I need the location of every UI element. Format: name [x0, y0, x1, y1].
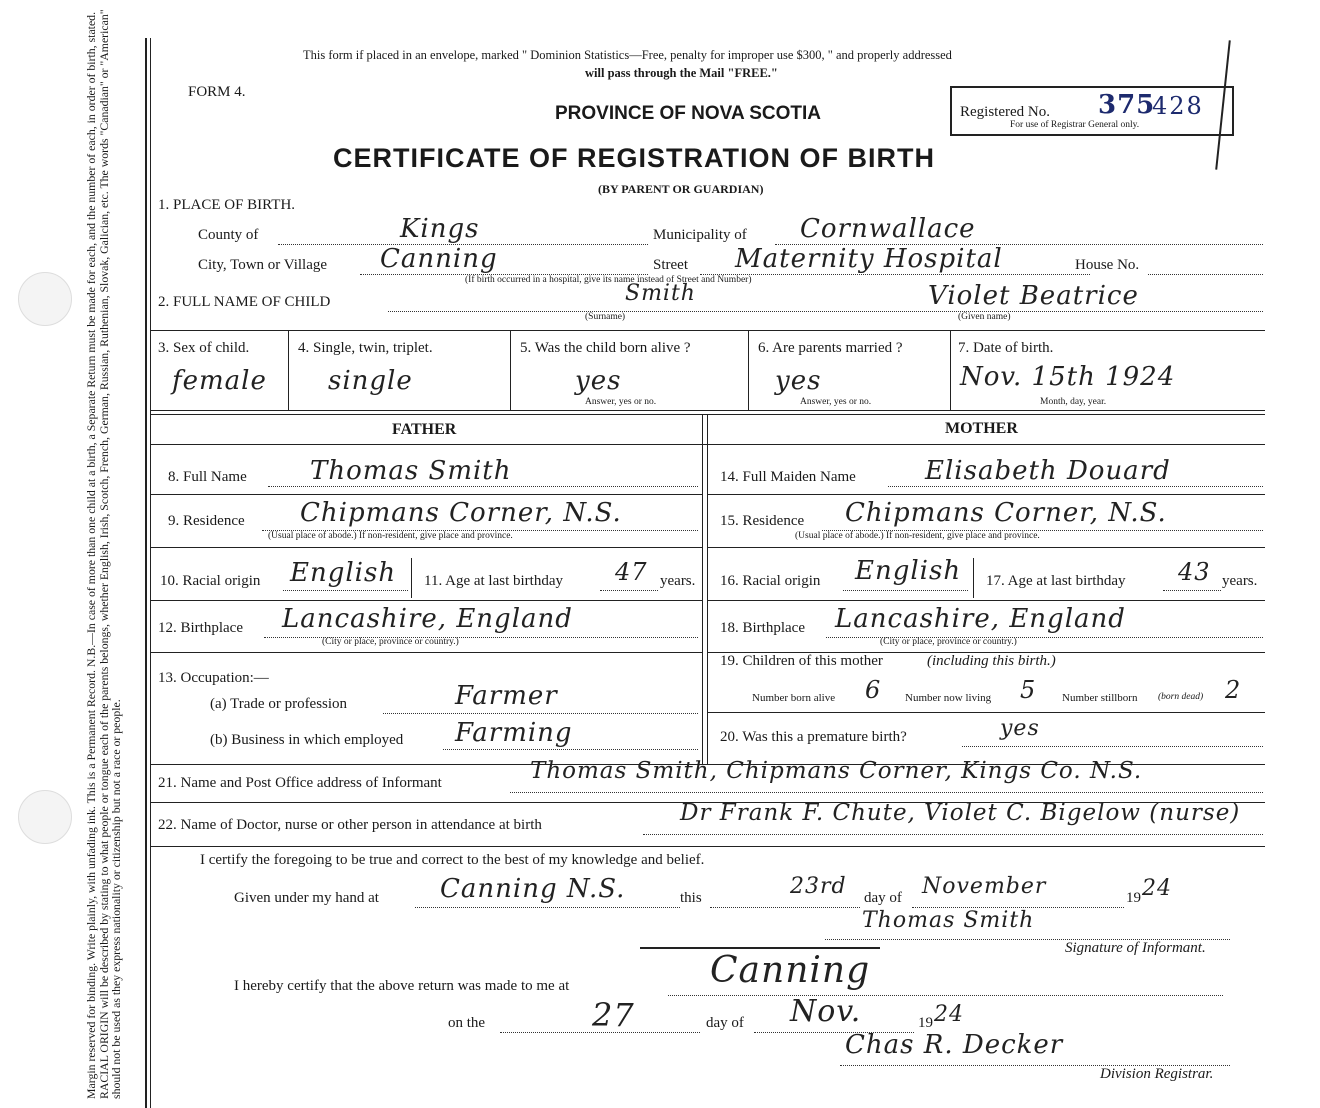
premature-label: 20. Was this a premature birth?	[720, 729, 907, 745]
registration-number-stamped: 428	[1152, 92, 1204, 120]
father-heading: FATHER	[392, 421, 457, 438]
child-surname-value: Smith	[625, 281, 696, 306]
mother-race-divider	[973, 558, 974, 598]
father-birthplace-caption: (City or place, province or country.)	[322, 637, 459, 647]
house-number-label: House No.	[1075, 257, 1140, 273]
trade-line	[383, 713, 698, 714]
mother-birthplace-label: 18. Birthplace	[720, 620, 805, 636]
business-value: Farming	[455, 718, 573, 748]
date-of-birth-caption: Month, day, year.	[1040, 397, 1107, 407]
born-alive-caption: Answer, yes or no.	[585, 397, 657, 407]
doctor-value: Dr Frank F. Chute, Violet C. Bigelow (nurse)	[680, 800, 1241, 826]
rule-below-doctor	[150, 846, 1265, 847]
form-number: FORM 4.	[188, 84, 246, 100]
registrar-signature: Chas R. Decker	[845, 1030, 1064, 1060]
province-heading: PROVINCE OF NOVA SCOTIA	[555, 103, 822, 124]
father-birthplace-value: Lancashire, England	[282, 604, 573, 634]
given-year-prefix: 19	[1126, 890, 1141, 906]
given-name-caption: (Given name)	[958, 312, 1011, 322]
this-label: this	[680, 890, 702, 906]
father-rule-3	[150, 600, 702, 601]
informant-signature: Thomas Smith	[862, 908, 1035, 933]
given-place-line	[415, 907, 680, 908]
doctor-label: 22. Name of Doctor, nurse or other person in attendance at birth	[158, 817, 542, 833]
mother-rule-2	[707, 547, 1265, 548]
margin-note	[64, 0, 144, 1107]
father-rule-4	[150, 652, 702, 653]
place-of-birth-heading: 1. PLACE OF BIRTH.	[158, 197, 296, 213]
informant-line	[510, 792, 1263, 793]
plurality-value: single	[328, 366, 413, 396]
registrar-caption: Division Registrar.	[1100, 1066, 1214, 1082]
mother-heading: MOTHER	[945, 420, 1018, 437]
city-label: City, Town or Village	[198, 257, 328, 273]
hospital-note: (If birth occurred in a hospital, give its name instead of Street and Number)	[465, 275, 752, 285]
mother-residence-caption: (Usual place of abode.) If non-resident, give place and province.	[795, 531, 1040, 541]
sex-label: 3. Sex of child.	[158, 340, 250, 356]
mother-age-value: 43	[1178, 558, 1211, 586]
father-race-value: English	[290, 558, 397, 588]
mother-age-label: 17. Age at last birthday	[986, 573, 1126, 589]
father-race-line	[283, 590, 408, 591]
registrar-place-line	[668, 995, 1223, 996]
certificate-title: CERTIFICATE OF REGISTRATION OF BIRTH	[333, 143, 935, 173]
father-rule-1	[150, 494, 702, 495]
registrar-year-prefix: 19	[918, 1015, 933, 1031]
surname-caption: (Surname)	[585, 312, 626, 322]
mother-rule-5	[707, 712, 1265, 713]
trade-value: Farmer	[455, 681, 558, 711]
given-day-value: 23rd	[790, 874, 847, 899]
divider-3-4	[288, 330, 289, 410]
margin-note-text: Margin reserved for binding. Write plainly, with unfading ink. This is a Permanent Record. N.B.—In case of more than one child at a birth, a Separate Return must be made for each, and the number of each, in order of birth, stated. RACIAL ORIGIN will be described by stating to what people or tongue each of the parents belongs, whether English, Irish, Scotch, French, German, Russian, Ruthenian, Slovak, Galician, etc. The words "Canadian" or "American" should not be used as they express nationality or citizenship but not a race or people.	[84, 8, 124, 1099]
county-value: Kings	[400, 214, 480, 244]
father-race-divider	[411, 558, 412, 598]
now-living-count: 5	[1020, 676, 1037, 704]
mother-race-value: English	[855, 556, 962, 586]
date-of-birth-value: Nov. 15th 1924	[960, 362, 1176, 392]
father-residence-label: 9. Residence	[168, 513, 245, 529]
mother-age-line	[1163, 590, 1221, 591]
margin-rule-inner	[150, 38, 151, 1108]
father-age-value: 47	[615, 558, 648, 586]
doctor-line	[643, 834, 1263, 835]
children-note: (including this birth.)	[927, 653, 1056, 669]
parents-married-caption: Answer, yes or no.	[800, 397, 872, 407]
mother-name-label: 14. Full Maiden Name	[720, 469, 856, 485]
street-label: Street	[653, 257, 688, 273]
mother-birthplace-caption: (City or place, province or country.)	[880, 637, 1017, 647]
father-name-value: Thomas Smith	[310, 456, 512, 486]
children-label: 19. Children of this mother	[720, 653, 883, 669]
business-line	[443, 749, 698, 750]
stillborn-count: 2	[1225, 676, 1242, 704]
municipality-value: Cornwallace	[800, 214, 976, 244]
date-of-birth-label: 7. Date of birth.	[958, 340, 1054, 356]
margin-rule	[145, 38, 147, 1108]
registrar-month-value: Nov.	[790, 994, 862, 1029]
parents-married-label: 6. Are parents married ?	[758, 340, 903, 356]
registrar-day-of-label: day of	[706, 1015, 744, 1031]
registration-label: Registered No.	[960, 104, 1050, 120]
occupation-label: 13. Occupation:—	[158, 670, 269, 686]
divider-6-7	[950, 330, 951, 410]
born-alive-count-label: Number born alive	[752, 692, 836, 704]
premature-value: yes	[1000, 716, 1040, 741]
given-place-value: Canning N.S.	[440, 874, 626, 904]
given-month-value: November	[922, 874, 1047, 899]
mother-rule-1	[707, 494, 1265, 495]
county-label: County of	[198, 227, 259, 243]
street-line	[700, 274, 1090, 275]
rule-below-child-details	[150, 410, 1265, 411]
child-name-line	[388, 311, 1263, 312]
mother-residence-label: 15. Residence	[720, 513, 805, 529]
given-under-hand-label: Given under my hand at	[234, 890, 379, 906]
registration-note: For use of Registrar General only.	[1010, 120, 1140, 130]
mother-race-label: 16. Racial origin	[720, 573, 821, 589]
father-name-line	[268, 486, 698, 487]
registrar-section-rule	[640, 947, 880, 949]
plurality-label: 4. Single, twin, triplet.	[298, 340, 433, 356]
child-given-name-value: Violet Beatrice	[928, 281, 1139, 311]
on-the-label: on the	[448, 1015, 486, 1031]
registrar-place-value: Canning	[710, 950, 871, 991]
divider-4-5	[510, 330, 511, 410]
registration-number-printed: 375	[1098, 90, 1156, 120]
informant-label: 21. Name and Post Office address of Informant	[158, 775, 442, 791]
business-label: (b) Business in which employed	[210, 732, 404, 748]
registrar-statement: I hereby certify that the above return was made to me at	[234, 978, 570, 994]
mother-name-line	[888, 486, 1263, 487]
stillborn-count-note: (born dead)	[1158, 692, 1204, 702]
rule-above-child-details	[150, 330, 1265, 331]
street-value: Maternity Hospital	[735, 244, 1003, 274]
postal-note-line-1: This form if placed in an envelope, marked " Dominion Statistics—Free, penalty for improper use $300, " and properly addressed	[303, 48, 952, 62]
father-age-label: 11. Age at last birthday	[424, 573, 563, 589]
divider-5-6	[748, 330, 749, 410]
mother-years-label: years.	[1222, 573, 1258, 589]
father-years-label: years.	[660, 573, 696, 589]
stillborn-count-label: Number stillborn	[1062, 692, 1138, 704]
trade-label: (a) Trade or profession	[210, 696, 348, 712]
father-residence-value: Chipmans Corner, N.S.	[300, 498, 622, 528]
mother-race-line	[843, 590, 968, 591]
registration-box	[950, 86, 1234, 136]
born-alive-label: 5. Was the child born alive ?	[520, 340, 691, 356]
father-rule-2	[150, 547, 702, 548]
informant-value: Thomas Smith, Chipmans Corner, Kings Co. N.S.	[530, 758, 1143, 784]
father-age-line	[600, 590, 658, 591]
child-name-label: 2. FULL NAME OF CHILD	[158, 294, 331, 310]
sex-value: female	[172, 366, 267, 396]
mother-residence-value: Chipmans Corner, N.S.	[845, 498, 1167, 528]
mother-rule-3	[707, 600, 1265, 601]
house-number-line	[1148, 274, 1263, 275]
born-alive-value: yes	[575, 366, 622, 396]
now-living-count-label: Number now living	[905, 692, 992, 704]
signature-caption: Signature of Informant.	[1065, 940, 1206, 956]
postal-note-line-2: will pass through the Mail "FREE."	[585, 66, 778, 80]
day-of-label: day of	[864, 890, 902, 906]
premature-line	[962, 746, 1263, 747]
city-value: Canning	[380, 244, 498, 274]
rule-below-parent-headings	[150, 444, 1265, 445]
certificate-subtitle: (BY PARENT OR GUARDIAN)	[598, 182, 764, 196]
born-alive-count: 6	[865, 676, 882, 704]
parents-column-divider	[702, 414, 703, 764]
father-birthplace-label: 12. Birthplace	[158, 620, 243, 636]
registrar-day-value: 27	[592, 996, 635, 1034]
given-year-value: 24	[1142, 876, 1172, 901]
certify-statement: I certify the foregoing to be true and correct to the best of my knowledge and belief.	[200, 852, 705, 868]
mother-name-value: Elisabeth Douard	[925, 456, 1171, 486]
father-name-label: 8. Full Name	[168, 469, 247, 485]
registrar-year-value: 24	[934, 1002, 964, 1027]
mother-birthplace-value: Lancashire, England	[835, 604, 1126, 634]
municipality-label: Municipality of	[653, 227, 747, 243]
father-race-label: 10. Racial origin	[160, 573, 261, 589]
father-residence-caption: (Usual place of abode.) If non-resident, give place and province.	[268, 531, 513, 541]
day-line	[710, 907, 860, 908]
parents-married-value: yes	[775, 366, 822, 396]
